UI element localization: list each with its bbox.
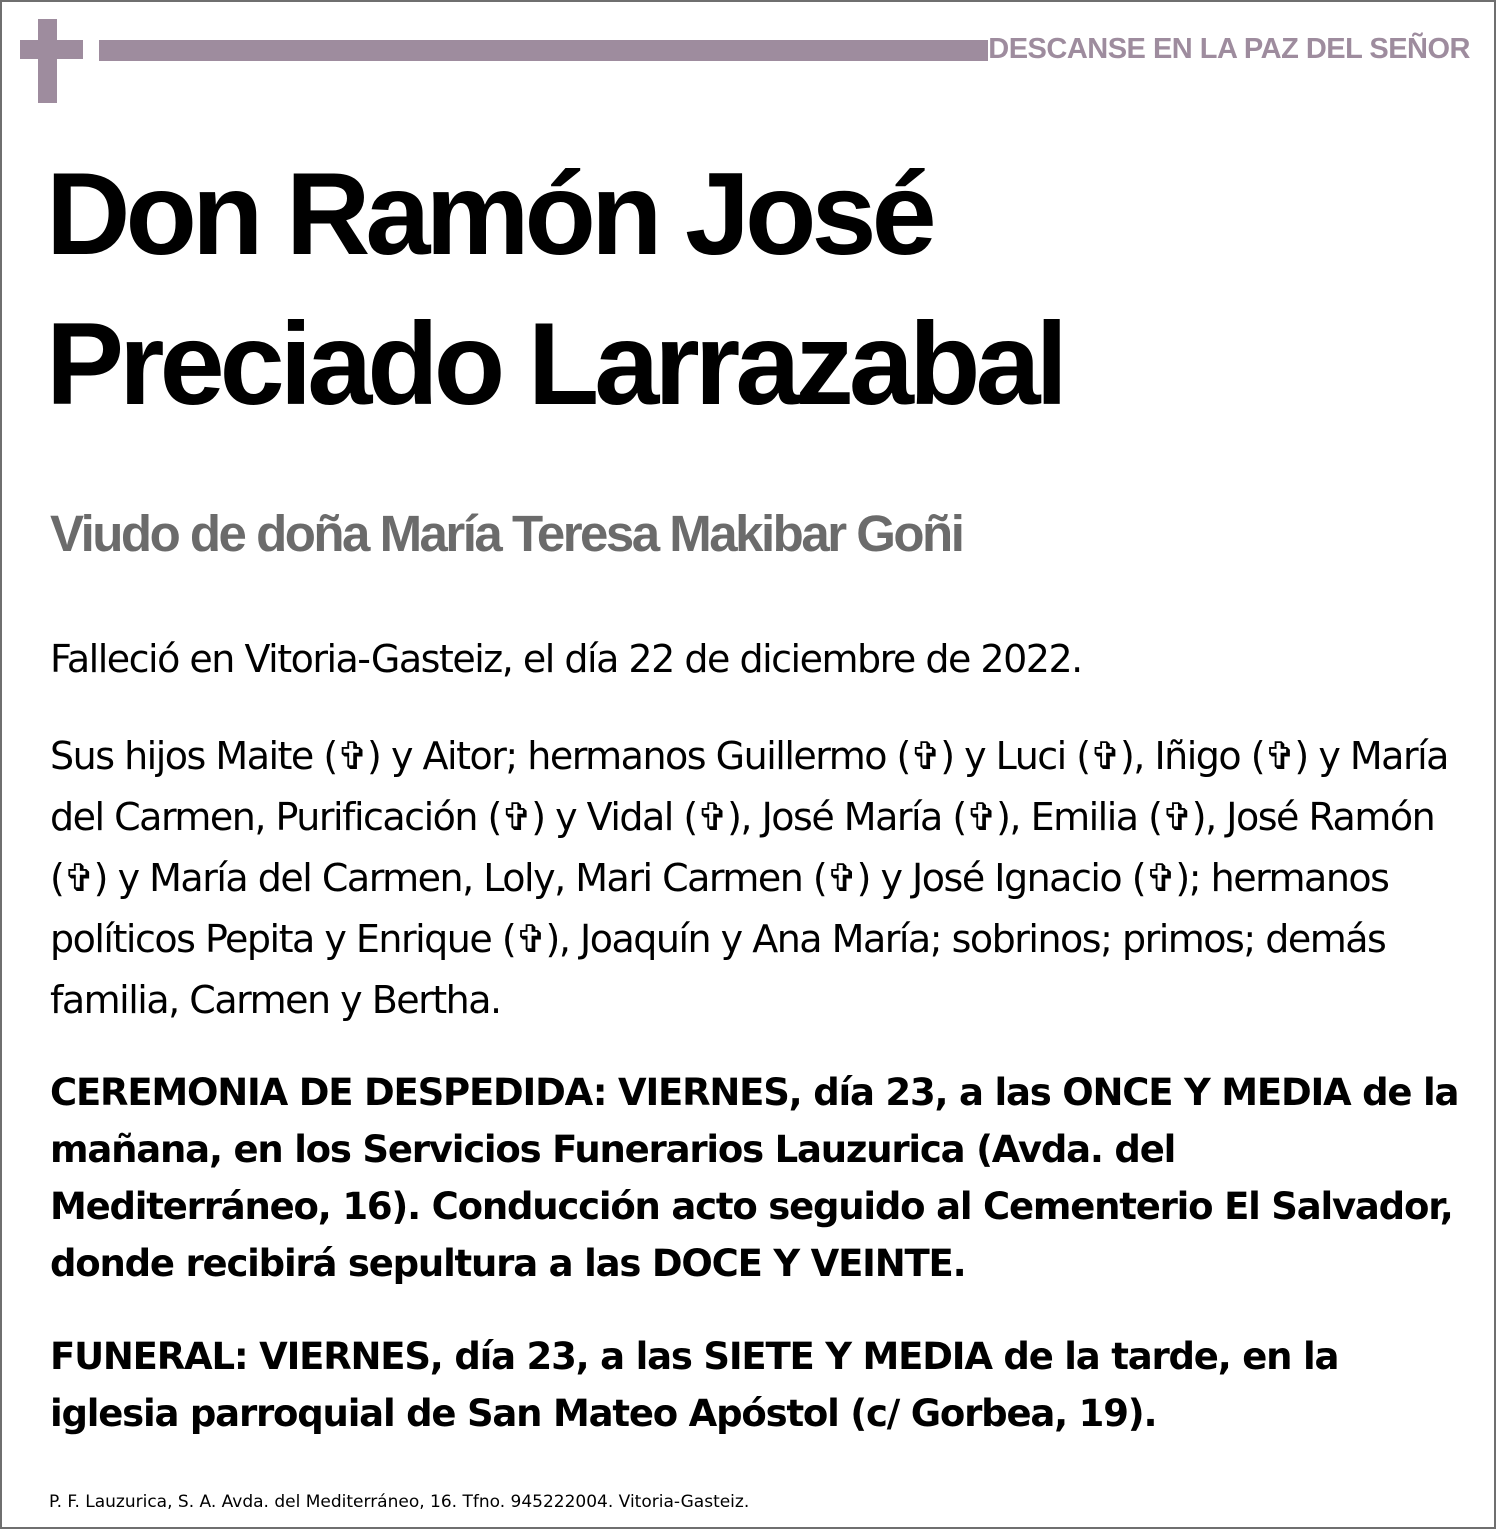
deceased-name-line2: Preciado Larrazabal xyxy=(46,298,1064,429)
funeral-home-footer: P. F. Lauzurica, S. A. Avda. del Mediterráneo, 16. Tfno. 945222004. Vitoria-Gasteiz. xyxy=(49,1492,750,1512)
widow-of-line: Viudo de doña María Teresa Makibar Goñi xyxy=(50,505,963,562)
death-notice: Falleció en Vitoria-Gasteiz, el día 22 de diciembre de 2022. xyxy=(50,637,1082,681)
deceased-name xyxy=(46,139,1063,439)
header-rule xyxy=(99,40,988,61)
latin-cross-icon xyxy=(20,19,83,103)
ceremony-details: CEREMONIA DE DESPEDIDA: VIERNES, día 23, a las ONCE Y MEDIA de la mañana, en los Servicios Funerarios Lauzurica (Avda. del Mediterráneo, 16). Conducción acto seguido al Cementerio El Salvador, donde recibirá sepultura a las DOCE Y VEINTE. xyxy=(50,1071,1459,1285)
header-tagline: DESCANSE EN LA PAZ DEL SEÑOR xyxy=(988,33,1470,65)
funeral-details: FUNERAL: VIERNES, día 23, a las SIETE Y MEDIA de la tarde, en la iglesia parroquial de San Mateo Apóstol (c/ Gorbea, 19). xyxy=(50,1335,1339,1435)
deceased-name-line1: Don Ramón José xyxy=(46,148,932,279)
family-list: Sus hijos Maite (✞) y Aitor; hermanos Guillermo (✞) y Luci (✞), Iñigo (✞) y María del Carmen, Purificación (✞) y Vidal (✞), José María (✞), Emilia (✞), José Ramón (✞) y María del Carmen, Loly, Mari Carmen (✞) y José Ignacio (✞); hermanos políticos Pepita y Enrique (✞), Joaquín y Ana María; sobrinos; primos; demás familia, Carmen y Bertha. xyxy=(50,734,1448,1022)
